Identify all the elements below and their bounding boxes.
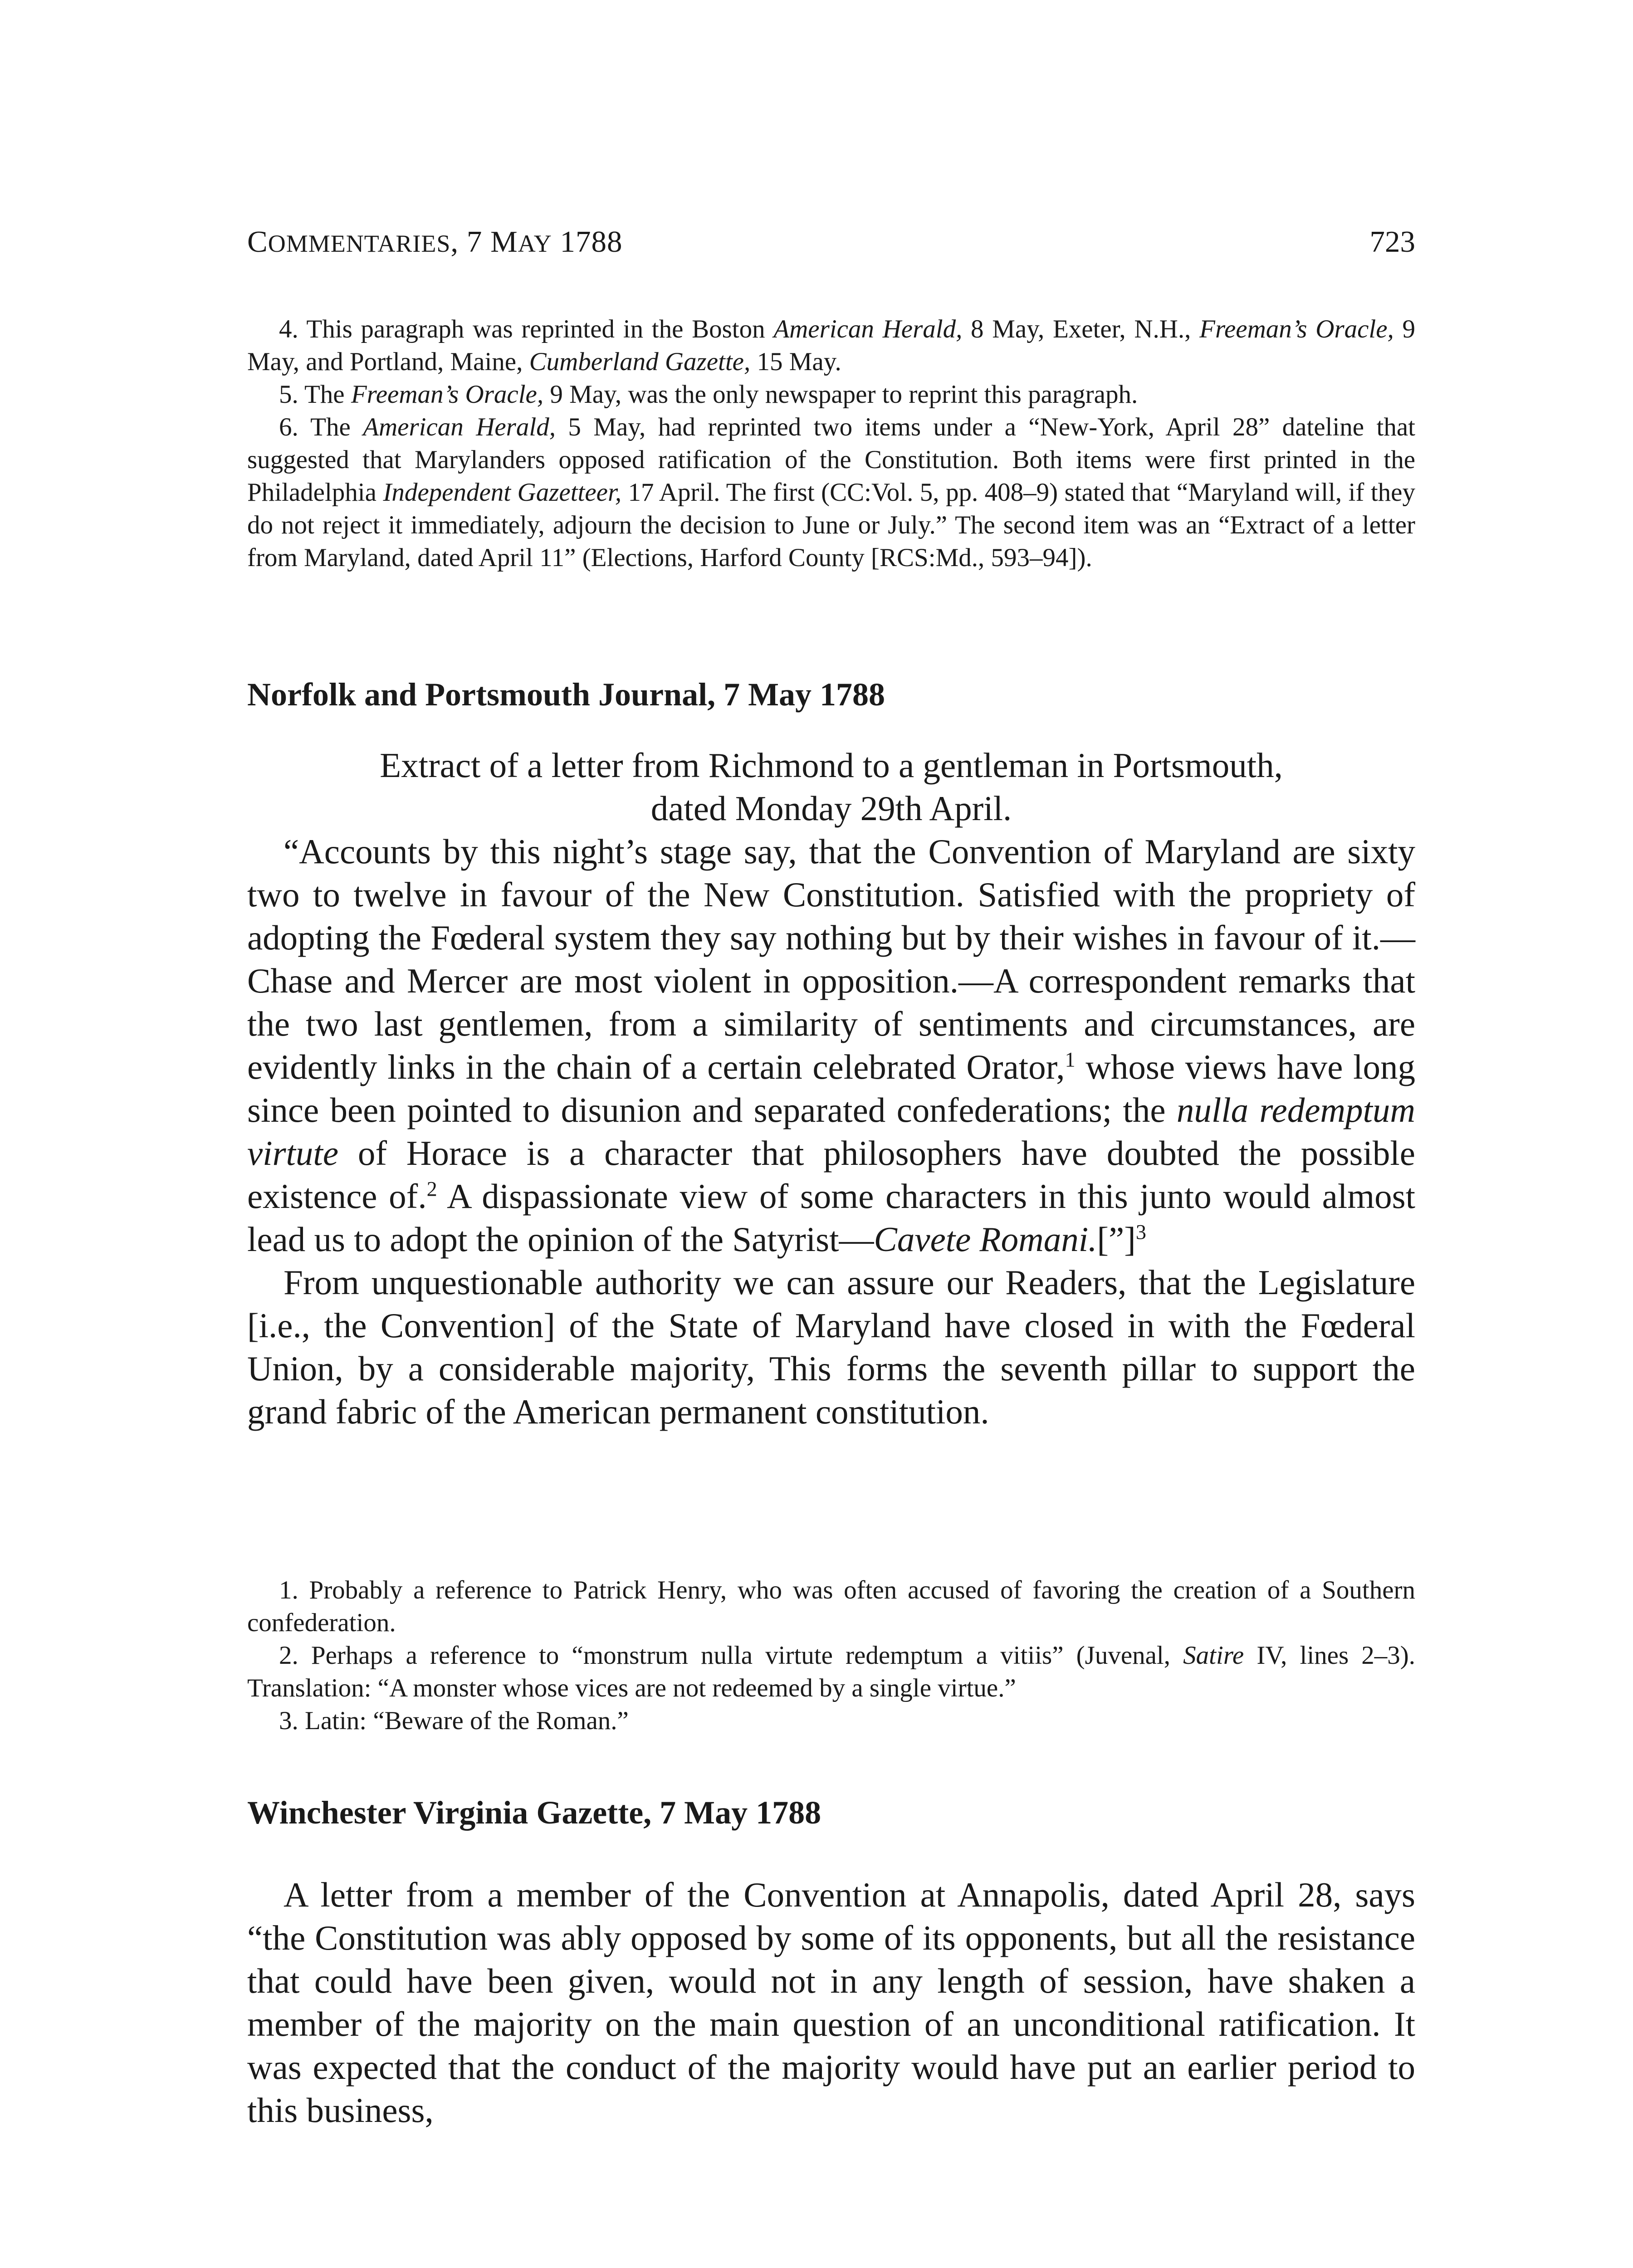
section-heading-winchester: Winchester Virginia Gazette, 7 May 1788	[247, 1794, 821, 1831]
footnote-4: 4. This paragraph was reprinted in the Boston American Herald, 8 May, Exeter, N.H., Freeman’s Oracle, 9 May, and Portland, Maine, Cumberland Gazette, 15 May.	[247, 315, 1416, 376]
winchester-paragraph-1: A letter from a member of the Convention at Annapolis, dated April 28, says “the Constitution was ably opposed by some of its opponents, but all the resistance that could have been given, would not in any length of session, have shaken a member of the majority on the main question of an unconditional ratification. It was expected that the conduct of the majority would have put an earlier period to this business,	[247, 1875, 1415, 2130]
extract-title-line-1: Extract of a letter from Richmond to a gentleman in Portsmouth,	[380, 746, 1283, 785]
footnote-1: 1. Probably a reference to Patrick Henry, who was often accused of favoring the creation of a Southern confederation.	[247, 1576, 1415, 1637]
winchester-article-body	[247, 1873, 1415, 2132]
page-number: 723	[1369, 225, 1415, 259]
section-heading-norfolk: Norfolk and Portsmouth Journal, 7 May 1788	[247, 676, 885, 713]
extract-title	[247, 744, 1415, 830]
footnotes-mid	[247, 1574, 1415, 1737]
footnote-6: 6. The American Herald, 5 May, had reprinted two items under a “New-York, April 28” dateline that suggested that Marylanders opposed ratification of the Constitution. Both items were first printed in the Philadelphia Independent Gazetteer, 17 April. The first (CC:Vol. 5, pp. 408–9) stated that “Maryland will, if they do not reject it immediately, adjourn the decision to June or July.” The second item was an “Extract of a letter from Maryland, dated April 11” (Elections, Harford County [RCS:Md., 593–94]).	[247, 413, 1415, 572]
norfolk-article-body	[247, 830, 1415, 1433]
footnotes-top	[247, 313, 1415, 574]
norfolk-paragraph-2: From unquestionable authority we can assure our Readers, that the Legislature [i.e., the Convention] of the State of Maryland have closed in with the Fœderal Union, by a considerable majority, This forms the seventh pillar to support the grand fabric of the American permanent constitution.	[247, 1263, 1415, 1431]
footnote-2: 2. Perhaps a reference to “monstrum nulla virtute redemptum a vitiis” (Juvenal, Satire IV, lines 2–3). Translation: “A monster whose vices are not redeemed by a single virtue.”	[247, 1641, 1416, 1702]
extract-title-line-2: dated Monday 29th April.	[650, 789, 1012, 828]
running-head-title: COMMENTARIES, 7 MAY 1788	[247, 225, 623, 259]
norfolk-paragraph-1: “Accounts by this night’s stage say, that the Convention of Maryland are sixty two to twelve in favour of the New Constitution. Satisfied with the propriety of adopting the Fœderal system they say nothing but by their wishes in favour of it.—Chase and Mercer are most violent in opposition.—A correspondent remarks that the two last gentlemen, from a similarity of sentiments and circumstances, are evidently links in the chain of a certain celebrated Orator,$^1$ whose views have long since been pointed to disunion and separated confederations; the nulla redemptum virtute of Horace is a character that philosophers have doubted the possible existence of.$^2$ A dispassionate view of some characters in this junto would almost lead us to adopt the opinion of the Satyrist—Cavete Romani.[”]$^3$	[247, 832, 1416, 1259]
running-header	[247, 225, 1415, 270]
footnote-5: 5. The Freeman’s Oracle, 9 May, was the only newspaper to reprint this paragraph.	[279, 380, 1138, 409]
footnote-3: 3. Latin: “Beware of the Roman.”	[279, 1706, 629, 1735]
